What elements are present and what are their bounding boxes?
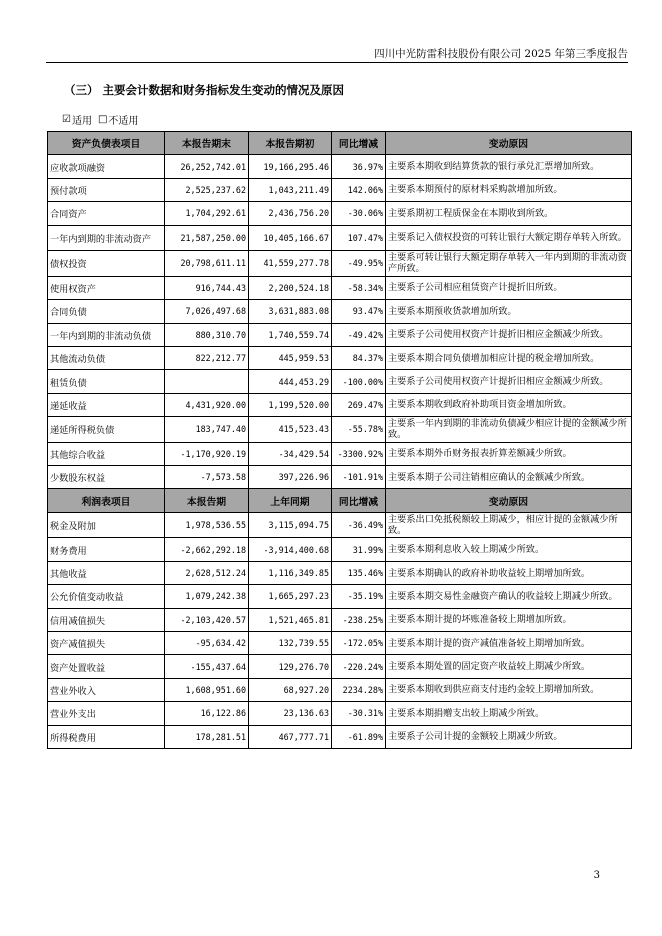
change-percent-cell: -49.42% xyxy=(332,323,386,346)
change-reason-cell: 主要系本期捐赠支出较上期减少所致。 xyxy=(386,702,632,725)
table-row xyxy=(48,608,632,631)
change-percent-cell: -172.05% xyxy=(332,632,386,655)
change-reason-cell: 主要系子公司使用权资产计提折旧相应金额减少所致。 xyxy=(386,323,632,346)
balance_sheet-header-cell: 同比增减 xyxy=(332,132,386,155)
item-name-cell: 递延所得税负债 xyxy=(48,417,165,443)
change-reason-cell: 主要系本期预付的原材料采购款增加所致。 xyxy=(386,178,632,201)
balance_sheet-header-row xyxy=(48,132,632,155)
table-row xyxy=(48,585,632,608)
item-name-cell: 资产减值损失 xyxy=(48,632,165,655)
current-value-cell: 1,079,242.38 xyxy=(165,585,249,608)
prior-value-cell: 3,115,094.75 xyxy=(249,512,332,538)
current-value-cell: 16,122.86 xyxy=(165,702,249,725)
income_statement-header-cell: 变动原因 xyxy=(386,489,632,512)
item-name-cell: 其他流动负债 xyxy=(48,346,165,369)
prior-value-cell: 10,405,166.67 xyxy=(249,225,332,251)
prior-value-cell: 1,740,559.74 xyxy=(249,323,332,346)
change-percent-cell: -100.00% xyxy=(332,370,386,393)
prior-value-cell: 41,559,277.78 xyxy=(249,251,332,277)
item-name-cell: 资产处置收益 xyxy=(48,655,165,678)
table-row xyxy=(48,466,632,489)
current-value-cell: -95,634.42 xyxy=(165,632,249,655)
prior-value-cell: 129,276.70 xyxy=(249,655,332,678)
current-value-cell: 20,798,611.11 xyxy=(165,251,249,277)
current-value-cell: 1,978,536.55 xyxy=(165,512,249,538)
current-value-cell: -7,573.58 xyxy=(165,466,249,489)
change-percent-cell: -55.78% xyxy=(332,417,386,443)
table-row xyxy=(48,512,632,538)
current-value-cell: 178,281.51 xyxy=(165,725,249,748)
change-reason-cell: 主要系本期合同负债增加相应计提的税金增加所致。 xyxy=(386,346,632,369)
change-reason-cell: 主要系本期计提的资产减值准备较上期增加所致。 xyxy=(386,632,632,655)
table-row xyxy=(48,678,632,701)
current-value-cell: 4,431,920.00 xyxy=(165,393,249,416)
item-name-cell: 预付款项 xyxy=(48,178,165,201)
current-value-cell: 1,704,292.61 xyxy=(165,202,249,225)
change-percent-cell: -101.91% xyxy=(332,466,386,489)
header-divider xyxy=(46,62,628,63)
change-reason-cell: 主要系子公司计提的金额较上期减少所致。 xyxy=(386,725,632,748)
not-applicable-label: 不适用 xyxy=(108,116,139,127)
change-reason-cell: 主要系一年内到期的非流动负债减少相应计提的金额减少所致。 xyxy=(386,417,632,443)
change-percent-cell: 84.37% xyxy=(332,346,386,369)
change-reason-cell: 主要系本期外币财务报表折算差额减少所致。 xyxy=(386,442,632,465)
table-row xyxy=(48,655,632,678)
change-percent-cell: -220.24% xyxy=(332,655,386,678)
change-percent-cell: -30.31% xyxy=(332,702,386,725)
prior-value-cell: 1,116,349.85 xyxy=(249,561,332,584)
change-reason-cell: 主要系期初工程质保金在本期收到所致。 xyxy=(386,202,632,225)
current-value-cell: 26,252,742.01 xyxy=(165,155,249,178)
change-reason-cell: 主要系子公司使用权资产计提折旧相应金额减少所致。 xyxy=(386,370,632,393)
current-value-cell: 7,026,497.68 xyxy=(165,300,249,323)
change-reason-cell: 主要系本期收到供应商支付违约金较上期增加所致。 xyxy=(386,678,632,701)
table-row xyxy=(48,323,632,346)
current-value-cell: -1,170,920.19 xyxy=(165,442,249,465)
change-percent-cell: -238.25% xyxy=(332,608,386,631)
table-row xyxy=(48,251,632,277)
prior-value-cell: 1,199,520.00 xyxy=(249,393,332,416)
prior-value-cell: 445,959.53 xyxy=(249,346,332,369)
change-percent-cell: 31.99% xyxy=(332,538,386,561)
table-row xyxy=(48,202,632,225)
current-value-cell xyxy=(165,370,249,393)
item-name-cell: 财务费用 xyxy=(48,538,165,561)
change-reason-cell: 主要系本期计提的坏账准备较上期增加所致。 xyxy=(386,608,632,631)
prior-value-cell: 23,136.63 xyxy=(249,702,332,725)
change-percent-cell: -61.89% xyxy=(332,725,386,748)
change-reason-cell: 主要系本期利息收入较上期减少所致。 xyxy=(386,538,632,561)
item-name-cell: 递延收益 xyxy=(48,393,165,416)
balance_sheet-header-cell: 本报告期初 xyxy=(249,132,332,155)
table-row xyxy=(48,538,632,561)
table-row xyxy=(48,300,632,323)
change-percent-cell: -58.34% xyxy=(332,276,386,299)
prior-value-cell: 1,521,465.81 xyxy=(249,608,332,631)
change-reason-cell: 主要系出口免抵税额较上期减少，相应计提的金额减少所致。 xyxy=(386,512,632,538)
change-percent-cell: 135.46% xyxy=(332,561,386,584)
balance_sheet-header-cell: 变动原因 xyxy=(386,132,632,155)
financial-changes-table xyxy=(47,131,632,749)
current-value-cell: 183,747.40 xyxy=(165,417,249,443)
table-row xyxy=(48,346,632,369)
item-name-cell: 合同资产 xyxy=(48,202,165,225)
prior-value-cell: 467,777.71 xyxy=(249,725,332,748)
table-row xyxy=(48,276,632,299)
prior-value-cell: 397,226.96 xyxy=(249,466,332,489)
item-name-cell: 使用权资产 xyxy=(48,276,165,299)
item-name-cell: 所得税费用 xyxy=(48,725,165,748)
change-reason-cell: 主要系记入债权投资的可转让银行大额定期存单转入所致。 xyxy=(386,225,632,251)
change-percent-cell: -30.06% xyxy=(332,202,386,225)
table-row xyxy=(48,225,632,251)
item-name-cell: 营业外支出 xyxy=(48,702,165,725)
item-name-cell: 租赁负债 xyxy=(48,370,165,393)
prior-value-cell: 415,523.43 xyxy=(249,417,332,443)
table-row xyxy=(48,442,632,465)
change-reason-cell: 主要系本期收到结算货款的银行承兑汇票增加所致。 xyxy=(386,155,632,178)
applicable-label: 适用 xyxy=(71,116,92,127)
prior-value-cell: -3,914,400.68 xyxy=(249,538,332,561)
income_statement-header-cell: 同比增减 xyxy=(332,489,386,512)
prior-value-cell: 68,927.20 xyxy=(249,678,332,701)
current-value-cell: 822,212.77 xyxy=(165,346,249,369)
change-reason-cell: 主要系子公司相应租赁资产计提折旧所致。 xyxy=(386,276,632,299)
balance_sheet-header-cell: 本报告期末 xyxy=(165,132,249,155)
change-percent-cell: 107.47% xyxy=(332,225,386,251)
current-value-cell: 21,587,250.00 xyxy=(165,225,249,251)
item-name-cell: 营业外收入 xyxy=(48,678,165,701)
table-row xyxy=(48,155,632,178)
current-value-cell: 2,628,512.24 xyxy=(165,561,249,584)
income_statement-header-cell: 利润表项目 xyxy=(48,489,165,512)
change-reason-cell: 主要系可转让银行大额定期存单转入一年内到期的非流动资产所致。 xyxy=(386,251,632,277)
change-percent-cell: -49.95% xyxy=(332,251,386,277)
item-name-cell: 其他综合收益 xyxy=(48,442,165,465)
item-name-cell: 合同负债 xyxy=(48,300,165,323)
item-name-cell: 税金及附加 xyxy=(48,512,165,538)
page-number: 3 xyxy=(593,870,600,881)
current-value-cell: 1,608,951.60 xyxy=(165,678,249,701)
change-percent-cell: -36.49% xyxy=(332,512,386,538)
change-reason-cell: 主要系本期预收货款增加所致。 xyxy=(386,300,632,323)
current-value-cell: 2,525,237.62 xyxy=(165,178,249,201)
prior-value-cell: 1,665,297.23 xyxy=(249,585,332,608)
item-name-cell: 信用减值损失 xyxy=(48,608,165,631)
table-row xyxy=(48,417,632,443)
item-name-cell: 应收款项融资 xyxy=(48,155,165,178)
table-row xyxy=(48,725,632,748)
unchecked-box-icon: □ xyxy=(97,114,108,125)
change-reason-cell: 主要系本期收到政府补助项目资金增加所致。 xyxy=(386,393,632,416)
balance_sheet-header-cell: 资产负债表项目 xyxy=(48,132,165,155)
applicable-option xyxy=(62,112,92,127)
current-value-cell: -2,103,420.57 xyxy=(165,608,249,631)
current-value-cell: -2,662,292.18 xyxy=(165,538,249,561)
current-value-cell: 880,310.70 xyxy=(165,323,249,346)
item-name-cell: 一年内到期的非流动资产 xyxy=(48,225,165,251)
prior-value-cell: 132,739.55 xyxy=(249,632,332,655)
prior-value-cell: 3,631,883.08 xyxy=(249,300,332,323)
change-percent-cell: 36.97% xyxy=(332,155,386,178)
prior-value-cell: -34,429.54 xyxy=(249,442,332,465)
applicability-options xyxy=(62,112,138,127)
change-reason-cell: 主要系本期交易性金融资产确认的收益较上期减少所致。 xyxy=(386,585,632,608)
prior-value-cell: 2,436,756.20 xyxy=(249,202,332,225)
table-row xyxy=(48,561,632,584)
change-reason-cell: 主要系本期处置的固定资产收益较上期减少所致。 xyxy=(386,655,632,678)
report-header: 四川中光防雷科技股份有限公司 2025 年第三季度报告 xyxy=(374,48,628,60)
prior-value-cell: 1,043,211.49 xyxy=(249,178,332,201)
change-percent-cell: -3300.92% xyxy=(332,442,386,465)
change-percent-cell: 2234.28% xyxy=(332,678,386,701)
checked-box-icon: ☑ xyxy=(62,114,71,125)
income_statement-header-row xyxy=(48,489,632,512)
table-row xyxy=(48,370,632,393)
prior-value-cell: 2,200,524.18 xyxy=(249,276,332,299)
item-name-cell: 公允价值变动收益 xyxy=(48,585,165,608)
item-name-cell: 其他收益 xyxy=(48,561,165,584)
current-value-cell: -155,437.64 xyxy=(165,655,249,678)
not-applicable-option xyxy=(98,112,138,127)
table-row xyxy=(48,178,632,201)
change-reason-cell: 主要系本期确认的政府补助收益较上期增加所致。 xyxy=(386,561,632,584)
income_statement-header-cell: 本报告期 xyxy=(165,489,249,512)
table-row xyxy=(48,632,632,655)
income_statement-header-cell: 上年同期 xyxy=(249,489,332,512)
prior-value-cell: 444,453.29 xyxy=(249,370,332,393)
change-reason-cell: 主要系本期子公司注销相应确认的金额减少所致。 xyxy=(386,466,632,489)
item-name-cell: 债权投资 xyxy=(48,251,165,277)
change-percent-cell: 142.06% xyxy=(332,178,386,201)
current-value-cell: 916,744.43 xyxy=(165,276,249,299)
change-percent-cell: 93.47% xyxy=(332,300,386,323)
change-percent-cell: 269.47% xyxy=(332,393,386,416)
section-title: （三） 主要会计数据和财务指标发生变动的情况及原因 xyxy=(64,83,345,97)
prior-value-cell: 19,166,295.46 xyxy=(249,155,332,178)
table-row xyxy=(48,702,632,725)
table-row xyxy=(48,393,632,416)
change-percent-cell: -35.19% xyxy=(332,585,386,608)
item-name-cell: 少数股东权益 xyxy=(48,466,165,489)
item-name-cell: 一年内到期的非流动负债 xyxy=(48,323,165,346)
